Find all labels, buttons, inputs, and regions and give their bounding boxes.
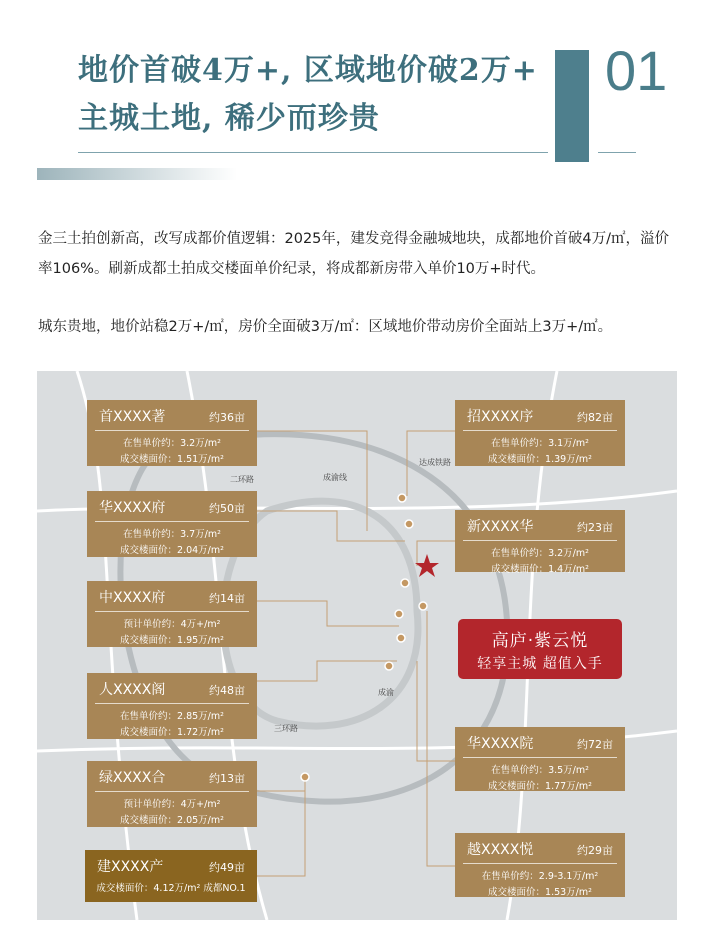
project-card: 首XXXX著 约36亩 在售单价约：3.2万/m² 成交楼面价：1.51万/m² (87, 400, 257, 466)
section-title-line2: 主城土地, 稀少而珍贵 (78, 101, 380, 136)
location-map (37, 371, 677, 920)
number-divider (598, 152, 636, 153)
section-number: 01 (605, 39, 668, 102)
label-dacheng: 达成铁路 (419, 458, 451, 467)
project-card: 华XXXX院 约72亩 在售单价约：3.5万/m² 成交楼面价：1.77万/m² (455, 727, 625, 791)
section-title-line1: 地价首破4万+, 区域地价破2万+ (78, 53, 538, 88)
gradient-stripe (37, 168, 237, 180)
title-divider (78, 152, 548, 153)
project-card: 绿XXXX合 约13亩 预计单价约：4万+/m² 成交楼面价：2.05万/m² (87, 761, 257, 827)
project-card: 人XXXX阁 约48亩 在售单价约：2.85万/m² 成交楼面价：1.72万/m² (87, 673, 257, 739)
label-ring3: 三环路 (274, 724, 298, 733)
project-card: 招XXXX序 约82亩 在售单价约：3.1万/m² 成交楼面价：1.39万/m² (455, 400, 625, 466)
label-chengyu2: 成渝 (378, 688, 394, 697)
teal-accent-bar (555, 50, 589, 162)
project-card: 越XXXX悦 约29亩 在售单价约：2.9-3.1万/m² 成交楼面价：1.53万/m² (455, 833, 625, 897)
label-ring2: 二环路 (230, 475, 254, 484)
intro-paragraph: 金三土拍创新高，改写成都价值逻辑：2025年，建发竞得金融城地块，成都地价首破4万/㎡，溢价率106%。刷新成都土拍成交楼面单价纪录，将成都新房带入单价10万+时代。 (38, 231, 670, 277)
project-star-icon (415, 554, 439, 577)
district-paragraph: 城东贵地，地价站稳2万+/㎡，房价全面破3万/㎡：区域地价带动房价全面站上3万+/㎡。 (38, 319, 613, 335)
project-card: 新XXXX华 约23亩 在售单价约：3.2万/m² 成交楼面价：1.4万/m² (455, 510, 625, 572)
highlight-project-card: 高庐·紫云悦 轻享主城 超值入手 (458, 619, 622, 679)
project-card: 华XXXX府 约50亩 在售单价约：3.7万/m² 成交楼面价：2.04万/m² (87, 491, 257, 557)
project-card-featured: 建XXXX产 约49亩 成交楼面价：4.12万/m² 成都NO.1 (85, 850, 257, 902)
label-chengyu: 成渝线 (323, 473, 347, 482)
project-card: 中XXXX府 约14亩 预计单价约：4万+/m² 成交楼面价：1.95万/m² (87, 581, 257, 647)
